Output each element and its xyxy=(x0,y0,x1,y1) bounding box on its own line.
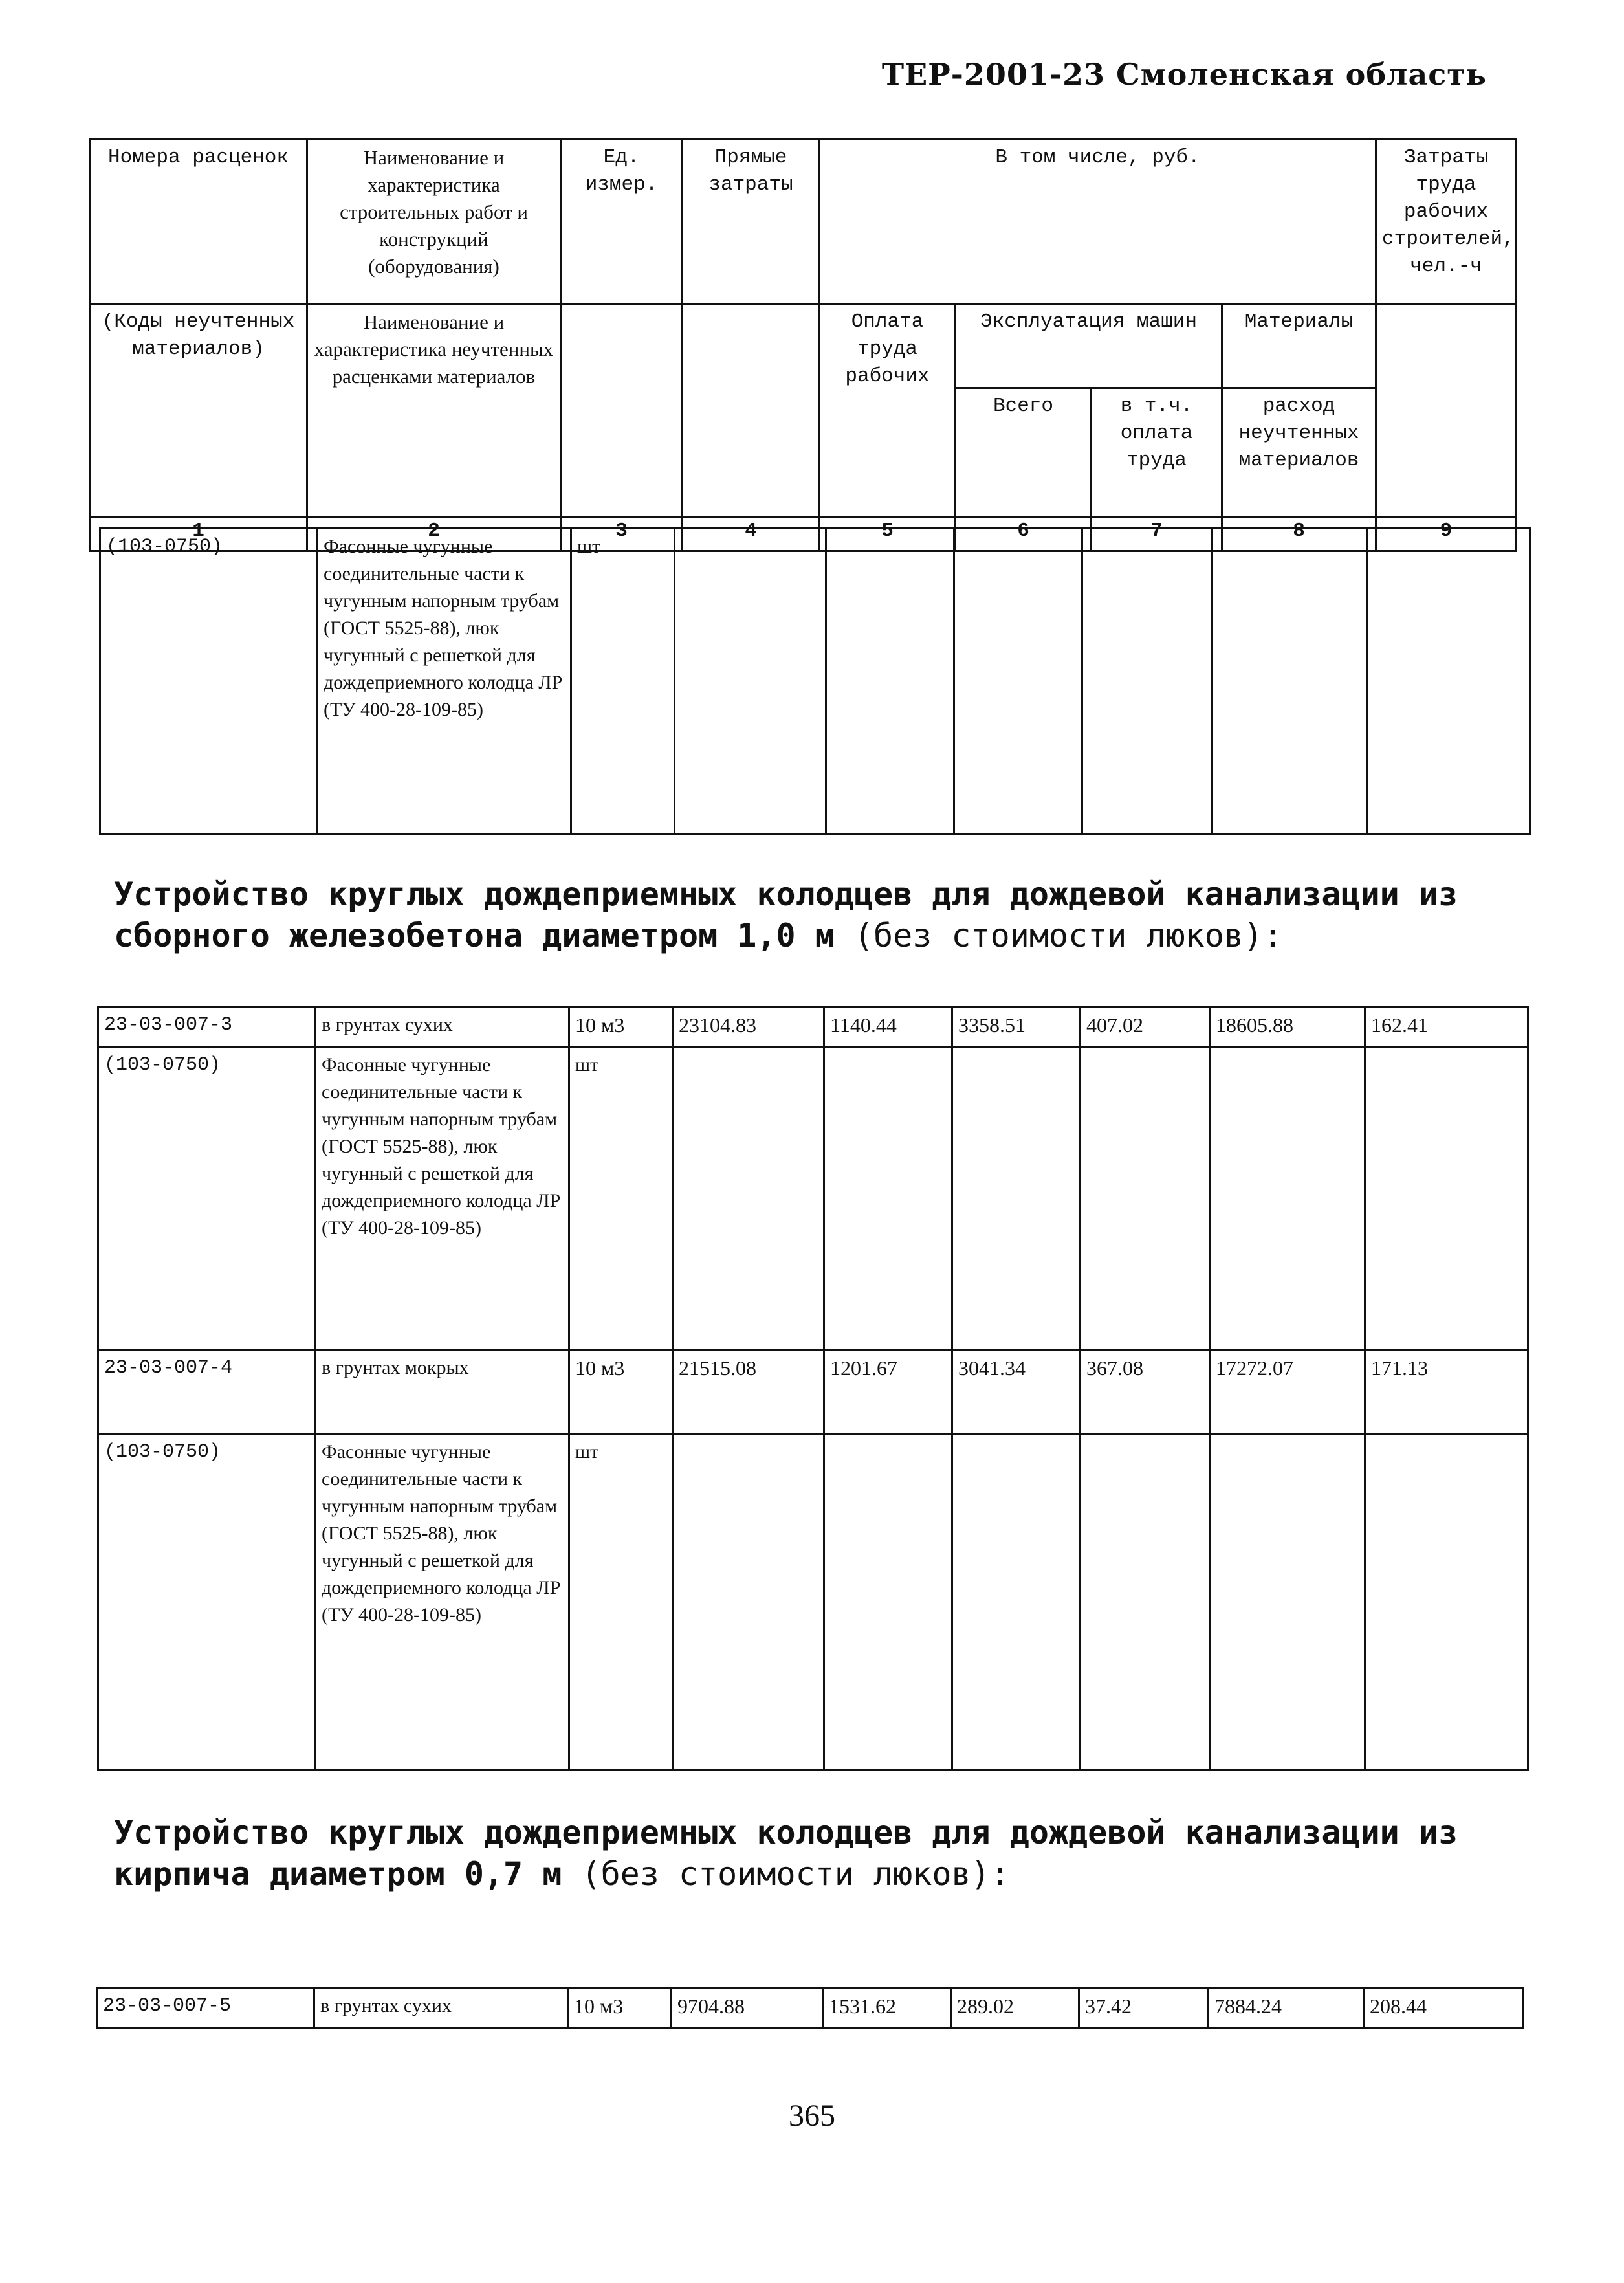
labor-hours: 162.41 xyxy=(1365,1007,1528,1047)
material-unit: шт xyxy=(569,1047,673,1350)
labor-pay: 1140.44 xyxy=(824,1007,952,1047)
section1-table xyxy=(97,1006,1529,1771)
section1-heading xyxy=(114,874,1511,956)
header-number: 5 xyxy=(820,518,956,551)
header-number: 6 xyxy=(956,518,1092,551)
header-col2-top: Наименование и характеристика строительных работ и конструкций (оборудования) xyxy=(307,140,561,304)
section1-heading-tail: (без стоимости люков): xyxy=(853,917,1283,954)
material-name: Фасонные чугунные соединительные части к чугунным напорным трубам (ГОСТ 5525-88), люк чугунный с решеткой для дождеприемного колодца ЛР (ТУ 400-28-109-85) xyxy=(318,529,571,834)
section1-heading-title: Устройство круглых дождеприемных колодцев для дождевой канализации из сборного железобетона диаметром 1,0 м xyxy=(114,876,1458,954)
unit: 10 м3 xyxy=(569,1007,673,1047)
material-name: Фасонные чугунные соединительные части к чугунным напорным трубам (ГОСТ 5525-88), люк чугунный с решеткой для дождеприемного колодца ЛР (ТУ 400-28-109-85) xyxy=(316,1047,569,1350)
machines-labor: 407.02 xyxy=(1081,1007,1210,1047)
machines-labor: 37.42 xyxy=(1079,1988,1209,2029)
header-number: 4 xyxy=(683,518,820,551)
machines-total: 289.02 xyxy=(951,1988,1079,2029)
material-row xyxy=(98,1047,1528,1350)
section2-table xyxy=(96,1987,1524,2029)
section2-heading-title: Устройство круглых дождеприемных колодцев для дождевой канализации из кирпича диаметром 0,7 м xyxy=(114,1814,1458,1893)
unit: 10 м3 xyxy=(569,1350,673,1434)
header-col2-bottom: Наименование и характеристика неучтенных расценками материалов xyxy=(307,304,561,518)
header-table xyxy=(89,138,1517,552)
document-title: ТЕР-2001-23 Смоленская область xyxy=(881,57,1487,92)
rate-code: 23-03-007-4 xyxy=(98,1350,316,1434)
labor-hours: 208.44 xyxy=(1364,1988,1524,2029)
unit: 10 м3 xyxy=(568,1988,672,2029)
material-code: (103-0750) xyxy=(98,1047,316,1350)
direct-costs: 21515.08 xyxy=(673,1350,824,1434)
section2-heading xyxy=(114,1812,1511,1895)
section2-heading-tail: (без стоимости люков): xyxy=(581,1855,1010,1893)
header-col4-empty xyxy=(683,304,820,518)
materials: 17272.07 xyxy=(1210,1350,1365,1434)
header-number: 1 xyxy=(90,518,307,551)
machines-total: 3041.34 xyxy=(952,1350,1081,1434)
continuation-table xyxy=(99,527,1531,835)
header-number: 9 xyxy=(1376,518,1517,551)
direct-costs: 9704.88 xyxy=(672,1988,823,2029)
work-name: в грунтах мокрых xyxy=(316,1350,569,1434)
labor-pay: 1201.67 xyxy=(824,1350,952,1434)
header-col1-top: Номера расценок xyxy=(90,140,307,304)
material-row xyxy=(100,529,1530,834)
header-number: 2 xyxy=(307,518,561,551)
page-number: 365 xyxy=(789,2099,835,2133)
work-name: в грунтах сухих xyxy=(316,1007,569,1047)
header-col7: в т.ч. оплата труда xyxy=(1092,388,1222,518)
header-col1-bottom: (Коды неучтенных материалов) xyxy=(90,304,307,518)
header-number: 7 xyxy=(1092,518,1222,551)
material-row xyxy=(98,1434,1528,1770)
header-col4: Прямые затраты xyxy=(683,140,820,304)
table-row xyxy=(98,1350,1528,1434)
table-row xyxy=(98,1007,1528,1047)
direct-costs: 23104.83 xyxy=(673,1007,824,1047)
header-col5: Оплата труда рабочих xyxy=(820,304,956,518)
material-unit: шт xyxy=(569,1434,673,1770)
table-row xyxy=(97,1988,1524,2029)
work-name: в грунтах сухих xyxy=(314,1988,568,2029)
materials: 7884.24 xyxy=(1209,1988,1364,2029)
materials: 18605.88 xyxy=(1210,1007,1365,1047)
machines-labor: 367.08 xyxy=(1081,1350,1210,1434)
labor-pay: 1531.62 xyxy=(823,1988,951,2029)
rate-code: 23-03-007-3 xyxy=(98,1007,316,1047)
material-code: (103-0750) xyxy=(98,1434,316,1770)
header-number: 3 xyxy=(561,518,683,551)
header-machines: Эксплуатация машин xyxy=(956,304,1222,388)
header-col6: Всего xyxy=(956,388,1092,518)
labor-hours: 171.13 xyxy=(1365,1350,1528,1434)
material-unit: шт xyxy=(571,529,675,834)
header-col3: Ед. измер. xyxy=(561,140,683,304)
header-group: В том числе, руб. xyxy=(820,140,1376,304)
material-name: Фасонные чугунные соединительные части к чугунным напорным трубам (ГОСТ 5525-88), люк чугунный с решеткой для дождеприемного колодца ЛР (ТУ 400-28-109-85) xyxy=(316,1434,569,1770)
header-col9-empty xyxy=(1376,304,1517,518)
material-code: (103-0750) xyxy=(100,529,318,834)
header-col8-bottom: расход неучтенных материалов xyxy=(1222,388,1376,518)
rate-code: 23-03-007-5 xyxy=(97,1988,314,2029)
header-col9: Затраты труда рабочих строителей, чел.-ч xyxy=(1376,140,1517,304)
header-col3-empty xyxy=(561,304,683,518)
header-number: 8 xyxy=(1222,518,1376,551)
machines-total: 3358.51 xyxy=(952,1007,1081,1047)
header-col8-top: Материалы xyxy=(1222,304,1376,388)
